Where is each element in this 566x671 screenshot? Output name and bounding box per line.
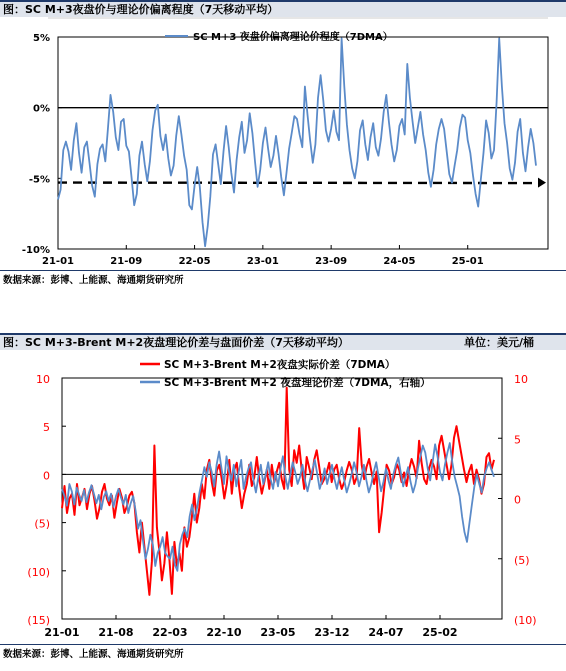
chart2-ytick-left: 0 bbox=[43, 469, 50, 483]
chart2-ytick-left: (5) bbox=[34, 517, 50, 531]
chart1-xtick: 24-05 bbox=[383, 256, 416, 267]
chart2-rule bbox=[0, 644, 566, 645]
chart2-legend-label: SC M+3-Brent M+2 夜盘理论价差（7DMA，右轴） bbox=[164, 377, 431, 389]
chart1-xtick: 21-01 bbox=[42, 256, 74, 267]
chart1-header bbox=[0, 0, 566, 17]
chart1-dashed-arrow bbox=[538, 178, 546, 188]
chart2-xtick: 22-10 bbox=[206, 626, 242, 639]
chart2-ytick-left: 5 bbox=[43, 421, 50, 435]
chart1-xtick: 21-09 bbox=[110, 256, 143, 267]
chart2-ytick-left: 10 bbox=[36, 373, 50, 386]
chart2-plot bbox=[0, 350, 566, 642]
chart2-xtick: 21-08 bbox=[98, 626, 134, 639]
chart1-source: 数据来源：彭博、上能源、海通期货研究所 bbox=[3, 275, 184, 286]
chart1-legend-label: SC M+3 夜盘价偏离理论价程度（7DMA） bbox=[193, 32, 393, 43]
chart2-ytick-right: 5 bbox=[514, 433, 521, 447]
chart1-xtick: 22-05 bbox=[178, 256, 211, 267]
chart2-xtick: 22-03 bbox=[152, 626, 188, 639]
chart1-xtick: 25-01 bbox=[451, 256, 484, 267]
chart1-title: 图：SC M+3夜盘价与理论价偏离程度（7天移动平均） bbox=[3, 3, 279, 16]
chart2-ytick-right: (10) bbox=[514, 614, 537, 627]
chart2-series-line-actual bbox=[62, 388, 494, 595]
chart2-ytick-right: (5) bbox=[514, 553, 530, 567]
chart2-xtick: 24-07 bbox=[368, 626, 404, 639]
chart2-xtick: 23-05 bbox=[260, 626, 296, 639]
chart2-title: 图：SC M+3-Brent M+2夜盘理论价差与盘面价差（7天移动平均） bbox=[3, 336, 349, 349]
chart1-series-line bbox=[58, 38, 536, 246]
chart2-ytick-left: (10) bbox=[27, 565, 50, 579]
chart2-xtick: 25-02 bbox=[422, 626, 458, 639]
chart1-ytick: 0% bbox=[33, 103, 50, 115]
chart2-unit: 单位：美元/桶 bbox=[463, 336, 534, 349]
chart1-ytick: -10% bbox=[21, 245, 50, 256]
chart2-xtick: 21-01 bbox=[44, 626, 80, 639]
chart2-series-line-theoretical bbox=[62, 443, 494, 571]
chart1-plot bbox=[0, 17, 566, 269]
chart2-xtick: 23-12 bbox=[314, 626, 350, 639]
chart2-ytick-left: (15) bbox=[27, 614, 50, 627]
chart1-xtick: 23-09 bbox=[315, 256, 348, 267]
chart1-ytick: -5% bbox=[28, 174, 50, 186]
chart1-rule bbox=[0, 270, 566, 271]
chart1-dashed-line bbox=[58, 183, 542, 184]
chart2-legend-label: SC M+3-Brent M+2夜盘实际价差（7DMA） bbox=[164, 359, 396, 371]
chart1-xtick: 23-01 bbox=[246, 256, 279, 267]
chart2-source: 数据来源：彭博、上能源、海通期货研究所 bbox=[3, 649, 184, 660]
chart2-ytick-right: 10 bbox=[514, 373, 528, 386]
chart2-ytick-right: 0 bbox=[514, 493, 521, 507]
chart2-header bbox=[0, 333, 566, 350]
chart1-ytick: 5% bbox=[33, 33, 50, 44]
